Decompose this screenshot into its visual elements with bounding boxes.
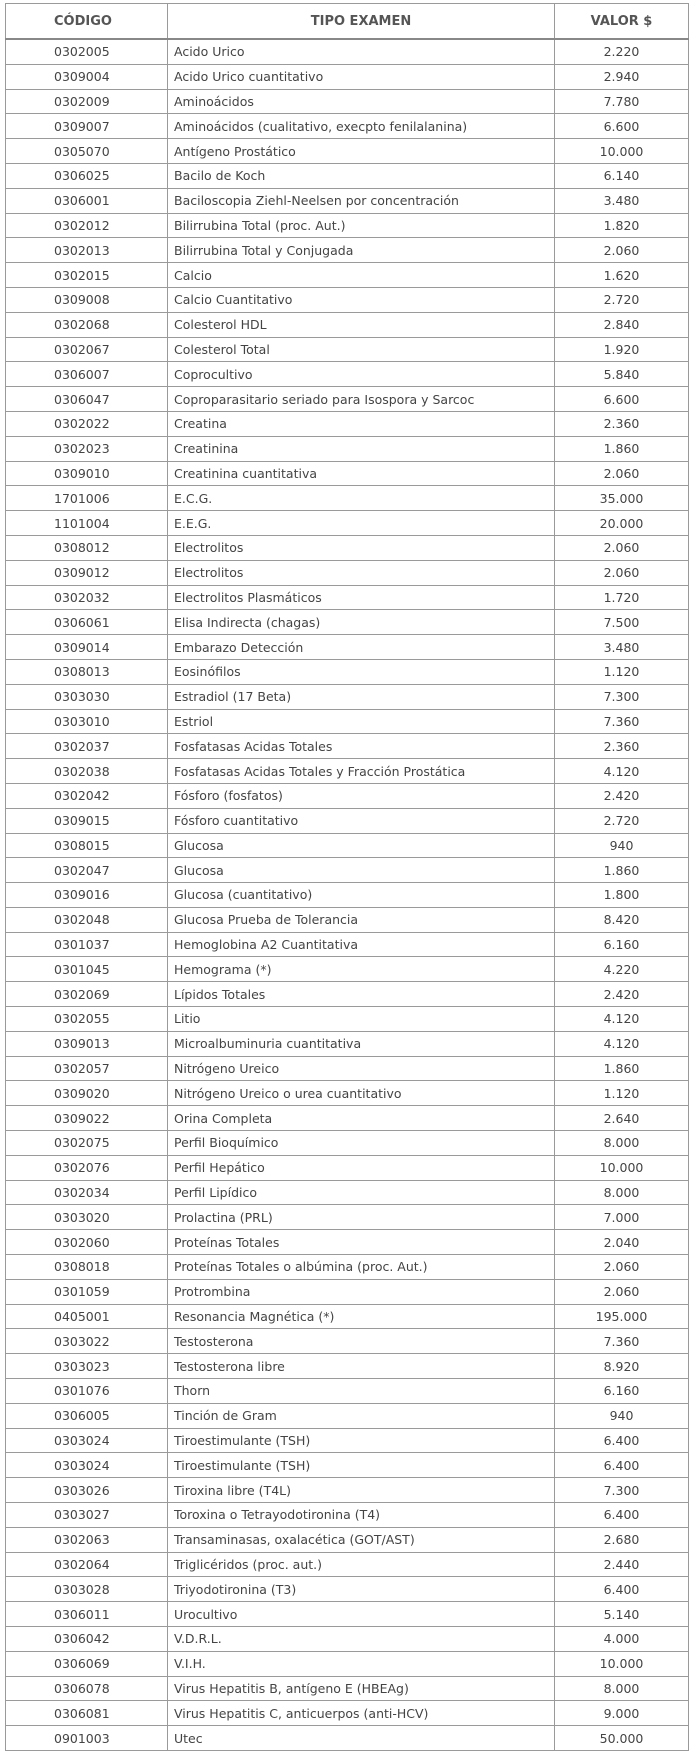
cell-exam-type: V.D.R.L. xyxy=(168,1627,555,1652)
cell-value: 195.000 xyxy=(555,1304,689,1329)
cell-code: 0309020 xyxy=(6,1081,168,1106)
table-row xyxy=(6,263,689,288)
table-body xyxy=(6,39,689,1750)
cell-exam-type: Coprocultivo xyxy=(168,362,555,387)
cell-value: 2.440 xyxy=(555,1552,689,1577)
table-row xyxy=(6,287,689,312)
cell-exam-type: Acido Urico xyxy=(168,39,555,64)
cell-value: 1.620 xyxy=(555,263,689,288)
cell-code: 0306011 xyxy=(6,1602,168,1627)
cell-exam-type: Estriol xyxy=(168,709,555,734)
cell-code: 0308018 xyxy=(6,1255,168,1280)
cell-exam-type: Estradiol (17 Beta) xyxy=(168,684,555,709)
cell-exam-type: Creatinina xyxy=(168,436,555,461)
cell-value: 2.640 xyxy=(555,1106,689,1131)
cell-code: 0901003 xyxy=(6,1726,168,1751)
cell-code: 0302076 xyxy=(6,1155,168,1180)
cell-value: 7.360 xyxy=(555,1329,689,1354)
cell-value: 2.720 xyxy=(555,808,689,833)
cell-exam-type: Proteínas Totales xyxy=(168,1230,555,1255)
table-row xyxy=(6,312,689,337)
cell-value: 1.120 xyxy=(555,659,689,684)
cell-value: 1.860 xyxy=(555,436,689,461)
cell-value: 6.400 xyxy=(555,1503,689,1528)
cell-exam-type: Bilirrubina Total y Conjugada xyxy=(168,238,555,263)
cell-code: 0303022 xyxy=(6,1329,168,1354)
cell-value: 2.040 xyxy=(555,1230,689,1255)
table-row xyxy=(6,64,689,89)
cell-exam-type: Resonancia Magnética (*) xyxy=(168,1304,555,1329)
cell-exam-type: Thorn xyxy=(168,1379,555,1404)
table-row xyxy=(6,1304,689,1329)
cell-exam-type: Tiroestimulante (TSH) xyxy=(168,1453,555,1478)
cell-code: 0301076 xyxy=(6,1379,168,1404)
cell-code: 0309007 xyxy=(6,114,168,139)
cell-value: 4.220 xyxy=(555,957,689,982)
cell-value: 6.160 xyxy=(555,1379,689,1404)
table-row xyxy=(6,907,689,932)
table-row xyxy=(6,1552,689,1577)
cell-code: 0302009 xyxy=(6,89,168,114)
table-row xyxy=(6,808,689,833)
cell-code: 0302055 xyxy=(6,1007,168,1032)
cell-exam-type: Triglicéridos (proc. aut.) xyxy=(168,1552,555,1577)
cell-code: 1101004 xyxy=(6,511,168,536)
cell-code: 0302064 xyxy=(6,1552,168,1577)
table-row xyxy=(6,1007,689,1032)
table-row xyxy=(6,139,689,164)
cell-value: 2.720 xyxy=(555,287,689,312)
cell-exam-type: Glucosa (cuantitativo) xyxy=(168,883,555,908)
cell-exam-type: Bilirrubina Total (proc. Aut.) xyxy=(168,213,555,238)
cell-value: 8.000 xyxy=(555,1676,689,1701)
exam-price-table xyxy=(5,3,689,1751)
cell-exam-type: Embarazo Detección xyxy=(168,635,555,660)
cell-code: 0302015 xyxy=(6,263,168,288)
cell-exam-type: Litio xyxy=(168,1007,555,1032)
cell-exam-type: Testosterona libre xyxy=(168,1354,555,1379)
cell-value: 7.300 xyxy=(555,1478,689,1503)
cell-code: 0306025 xyxy=(6,163,168,188)
cell-exam-type: Orina Completa xyxy=(168,1106,555,1131)
cell-exam-type: Baciloscopia Ziehl-Neelsen por concentración xyxy=(168,188,555,213)
cell-code: 0308013 xyxy=(6,659,168,684)
cell-code: 0309008 xyxy=(6,287,168,312)
cell-value: 6.600 xyxy=(555,114,689,139)
cell-exam-type: Acido Urico cuantitativo xyxy=(168,64,555,89)
table-row xyxy=(6,1453,689,1478)
table-row xyxy=(6,1081,689,1106)
cell-exam-type: Triyodotironina (T3) xyxy=(168,1577,555,1602)
cell-code: 0309015 xyxy=(6,808,168,833)
cell-code: 0303030 xyxy=(6,684,168,709)
table-row xyxy=(6,486,689,511)
cell-exam-type: Perfil Lipídico xyxy=(168,1180,555,1205)
cell-exam-type: Hemoglobina A2 Cuantitativa xyxy=(168,932,555,957)
cell-code: 0306069 xyxy=(6,1651,168,1676)
table-row xyxy=(6,436,689,461)
table-row xyxy=(6,1651,689,1676)
cell-value: 8.920 xyxy=(555,1354,689,1379)
cell-exam-type: Creatina xyxy=(168,411,555,436)
cell-code: 0303027 xyxy=(6,1503,168,1528)
cell-exam-type: E.E.G. xyxy=(168,511,555,536)
cell-exam-type: Fósforo cuantitativo xyxy=(168,808,555,833)
table-row xyxy=(6,1031,689,1056)
cell-value: 2.060 xyxy=(555,238,689,263)
cell-code: 1701006 xyxy=(6,486,168,511)
table-row xyxy=(6,883,689,908)
table-row xyxy=(6,684,689,709)
cell-value: 7.300 xyxy=(555,684,689,709)
cell-code: 0302075 xyxy=(6,1131,168,1156)
cell-exam-type: Glucosa Prueba de Tolerancia xyxy=(168,907,555,932)
cell-code: 0309022 xyxy=(6,1106,168,1131)
cell-value: 1.800 xyxy=(555,883,689,908)
cell-value: 7.500 xyxy=(555,610,689,635)
cell-exam-type: Transaminasas, oxalacética (GOT/AST) xyxy=(168,1527,555,1552)
cell-exam-type: Perfil Hepático xyxy=(168,1155,555,1180)
cell-code: 0309014 xyxy=(6,635,168,660)
table-row xyxy=(6,511,689,536)
cell-code: 0306081 xyxy=(6,1701,168,1726)
cell-exam-type: Colesterol HDL xyxy=(168,312,555,337)
cell-exam-type: Electrolitos Plasmáticos xyxy=(168,585,555,610)
table-row xyxy=(6,709,689,734)
table-row xyxy=(6,1527,689,1552)
cell-exam-type: Perfil Bioquímico xyxy=(168,1131,555,1156)
table-row xyxy=(6,734,689,759)
cell-value: 9.000 xyxy=(555,1701,689,1726)
cell-exam-type: Elisa Indirecta (chagas) xyxy=(168,610,555,635)
cell-value: 1.820 xyxy=(555,213,689,238)
table-row xyxy=(6,1180,689,1205)
cell-exam-type: Aminoácidos xyxy=(168,89,555,114)
table-row xyxy=(6,1230,689,1255)
cell-exam-type: Fosfatasas Acidas Totales y Fracción Prostática xyxy=(168,759,555,784)
table-row xyxy=(6,1205,689,1230)
cell-exam-type: Creatinina cuantitativa xyxy=(168,461,555,486)
cell-value: 2.360 xyxy=(555,734,689,759)
cell-exam-type: Hemograma (*) xyxy=(168,957,555,982)
cell-exam-type: Tiroestimulante (TSH) xyxy=(168,1428,555,1453)
cell-exam-type: Protrombina xyxy=(168,1279,555,1304)
table-row xyxy=(6,461,689,486)
cell-value: 2.840 xyxy=(555,312,689,337)
cell-value: 8.000 xyxy=(555,1131,689,1156)
cell-code: 0302013 xyxy=(6,238,168,263)
table-row xyxy=(6,188,689,213)
cell-exam-type: Glucosa xyxy=(168,833,555,858)
cell-code: 0302048 xyxy=(6,907,168,932)
cell-value: 10.000 xyxy=(555,139,689,164)
cell-exam-type: Tinción de Gram xyxy=(168,1403,555,1428)
table-row xyxy=(6,659,689,684)
cell-code: 0303024 xyxy=(6,1453,168,1478)
cell-code: 0302042 xyxy=(6,783,168,808)
cell-value: 7.000 xyxy=(555,1205,689,1230)
table-row xyxy=(6,1379,689,1404)
cell-value: 3.480 xyxy=(555,188,689,213)
cell-value: 4.120 xyxy=(555,1031,689,1056)
cell-exam-type: Electrolitos xyxy=(168,560,555,585)
table-row xyxy=(6,411,689,436)
cell-code: 0302057 xyxy=(6,1056,168,1081)
cell-value: 2.940 xyxy=(555,64,689,89)
cell-value: 940 xyxy=(555,1403,689,1428)
cell-code: 0303024 xyxy=(6,1428,168,1453)
cell-value: 2.220 xyxy=(555,39,689,64)
cell-value: 2.060 xyxy=(555,1279,689,1304)
cell-value: 2.360 xyxy=(555,411,689,436)
cell-value: 7.360 xyxy=(555,709,689,734)
cell-code: 0302060 xyxy=(6,1230,168,1255)
table-row xyxy=(6,833,689,858)
cell-exam-type: Coproparasitario seriado para Isospora y Sarcoc xyxy=(168,387,555,412)
cell-code: 0302067 xyxy=(6,337,168,362)
cell-exam-type: Urocultivo xyxy=(168,1602,555,1627)
header-value: VALOR $ xyxy=(555,4,689,40)
cell-value: 50.000 xyxy=(555,1726,689,1751)
cell-value: 10.000 xyxy=(555,1651,689,1676)
cell-code: 0301045 xyxy=(6,957,168,982)
cell-value: 10.000 xyxy=(555,1155,689,1180)
cell-exam-type: Proteínas Totales o albúmina (proc. Aut.) xyxy=(168,1255,555,1280)
cell-exam-type: Testosterona xyxy=(168,1329,555,1354)
header-code: CÓDIGO xyxy=(6,4,168,40)
cell-exam-type: Virus Hepatitis B, antígeno E (HBEAg) xyxy=(168,1676,555,1701)
table-row xyxy=(6,1255,689,1280)
cell-value: 20.000 xyxy=(555,511,689,536)
cell-value: 1.860 xyxy=(555,1056,689,1081)
cell-exam-type: Fósforo (fosfatos) xyxy=(168,783,555,808)
cell-exam-type: Colesterol Total xyxy=(168,337,555,362)
cell-exam-type: Microalbuminuria cuantitativa xyxy=(168,1031,555,1056)
cell-code: 0301059 xyxy=(6,1279,168,1304)
table-row xyxy=(6,1627,689,1652)
cell-value: 5.840 xyxy=(555,362,689,387)
cell-exam-type: Tiroxina libre (T4L) xyxy=(168,1478,555,1503)
cell-value: 4.000 xyxy=(555,1627,689,1652)
cell-value: 4.120 xyxy=(555,759,689,784)
table-row xyxy=(6,1726,689,1751)
cell-code: 0309013 xyxy=(6,1031,168,1056)
table-row xyxy=(6,362,689,387)
cell-value: 1.120 xyxy=(555,1081,689,1106)
cell-code: 0302068 xyxy=(6,312,168,337)
cell-value: 6.400 xyxy=(555,1453,689,1478)
cell-exam-type: Antígeno Prostático xyxy=(168,139,555,164)
table-row xyxy=(6,1602,689,1627)
table-row xyxy=(6,114,689,139)
table-row xyxy=(6,387,689,412)
table-row xyxy=(6,1056,689,1081)
table-row xyxy=(6,163,689,188)
table-row xyxy=(6,1478,689,1503)
table-row xyxy=(6,1403,689,1428)
table-row xyxy=(6,1676,689,1701)
table-row xyxy=(6,585,689,610)
cell-value: 2.420 xyxy=(555,982,689,1007)
cell-code: 0303010 xyxy=(6,709,168,734)
cell-exam-type: Aminoácidos (cualitativo, execpto fenilalanina) xyxy=(168,114,555,139)
cell-exam-type: Eosinófilos xyxy=(168,659,555,684)
cell-code: 0309010 xyxy=(6,461,168,486)
cell-value: 2.060 xyxy=(555,535,689,560)
cell-code: 0302023 xyxy=(6,436,168,461)
table-row xyxy=(6,535,689,560)
cell-exam-type: Bacilo de Koch xyxy=(168,163,555,188)
cell-code: 0302069 xyxy=(6,982,168,1007)
cell-value: 6.140 xyxy=(555,163,689,188)
cell-code: 0302038 xyxy=(6,759,168,784)
cell-value: 2.680 xyxy=(555,1527,689,1552)
cell-exam-type: Utec xyxy=(168,1726,555,1751)
cell-code: 0306042 xyxy=(6,1627,168,1652)
table-row xyxy=(6,610,689,635)
cell-code: 0303028 xyxy=(6,1577,168,1602)
cell-exam-type: Calcio xyxy=(168,263,555,288)
table-row xyxy=(6,858,689,883)
table-row xyxy=(6,1503,689,1528)
cell-code: 0309016 xyxy=(6,883,168,908)
cell-value: 2.060 xyxy=(555,1255,689,1280)
cell-value: 5.140 xyxy=(555,1602,689,1627)
table-row xyxy=(6,560,689,585)
cell-value: 1.920 xyxy=(555,337,689,362)
cell-code: 0302022 xyxy=(6,411,168,436)
cell-value: 2.420 xyxy=(555,783,689,808)
table-row xyxy=(6,635,689,660)
cell-exam-type: Nitrógeno Ureico o urea cuantitativo xyxy=(168,1081,555,1106)
table-row xyxy=(6,1279,689,1304)
cell-code: 0306007 xyxy=(6,362,168,387)
cell-exam-type: Toroxina o Tetrayodotironina (T4) xyxy=(168,1503,555,1528)
cell-exam-type: Electrolitos xyxy=(168,535,555,560)
cell-code: 0301037 xyxy=(6,932,168,957)
cell-value: 1.720 xyxy=(555,585,689,610)
table-row xyxy=(6,89,689,114)
cell-code: 0305070 xyxy=(6,139,168,164)
cell-exam-type: Calcio Cuantitativo xyxy=(168,287,555,312)
cell-value: 940 xyxy=(555,833,689,858)
header-row xyxy=(6,4,689,40)
cell-code: 0302047 xyxy=(6,858,168,883)
cell-value: 2.060 xyxy=(555,560,689,585)
cell-value: 8.000 xyxy=(555,1180,689,1205)
table-row xyxy=(6,1106,689,1131)
table-row xyxy=(6,39,689,64)
cell-exam-type: Nitrógeno Ureico xyxy=(168,1056,555,1081)
table-row xyxy=(6,1155,689,1180)
cell-code: 0306061 xyxy=(6,610,168,635)
table-row xyxy=(6,1428,689,1453)
cell-value: 6.160 xyxy=(555,932,689,957)
cell-exam-type: Virus Hepatitis C, anticuerpos (anti-HCV) xyxy=(168,1701,555,1726)
table-row xyxy=(6,957,689,982)
cell-exam-type: Glucosa xyxy=(168,858,555,883)
cell-value: 6.400 xyxy=(555,1428,689,1453)
cell-code: 0302034 xyxy=(6,1180,168,1205)
cell-code: 0308015 xyxy=(6,833,168,858)
cell-code: 0303020 xyxy=(6,1205,168,1230)
table-row xyxy=(6,982,689,1007)
cell-code: 0302012 xyxy=(6,213,168,238)
cell-code: 0302063 xyxy=(6,1527,168,1552)
cell-value: 8.420 xyxy=(555,907,689,932)
table-row xyxy=(6,1701,689,1726)
cell-exam-type: Fosfatasas Acidas Totales xyxy=(168,734,555,759)
cell-code: 0302032 xyxy=(6,585,168,610)
table-row xyxy=(6,1354,689,1379)
cell-code: 0302037 xyxy=(6,734,168,759)
header-exam-type: TIPO EXAMEN xyxy=(168,4,555,40)
cell-code: 0303023 xyxy=(6,1354,168,1379)
cell-code: 0306047 xyxy=(6,387,168,412)
cell-exam-type: E.C.G. xyxy=(168,486,555,511)
cell-value: 1.860 xyxy=(555,858,689,883)
cell-code: 0306005 xyxy=(6,1403,168,1428)
cell-value: 35.000 xyxy=(555,486,689,511)
cell-code: 0308012 xyxy=(6,535,168,560)
cell-value: 4.120 xyxy=(555,1007,689,1032)
cell-code: 0405001 xyxy=(6,1304,168,1329)
cell-value: 7.780 xyxy=(555,89,689,114)
cell-code: 0303026 xyxy=(6,1478,168,1503)
table-row xyxy=(6,1577,689,1602)
table-row xyxy=(6,1131,689,1156)
cell-code: 0306078 xyxy=(6,1676,168,1701)
cell-value: 6.600 xyxy=(555,387,689,412)
cell-code: 0306001 xyxy=(6,188,168,213)
table-row xyxy=(6,759,689,784)
cell-value: 6.400 xyxy=(555,1577,689,1602)
table-row xyxy=(6,238,689,263)
table-row xyxy=(6,1329,689,1354)
cell-value: 3.480 xyxy=(555,635,689,660)
table-row xyxy=(6,783,689,808)
table-row xyxy=(6,213,689,238)
cell-value: 2.060 xyxy=(555,461,689,486)
cell-code: 0309012 xyxy=(6,560,168,585)
table-row xyxy=(6,337,689,362)
cell-exam-type: Prolactina (PRL) xyxy=(168,1205,555,1230)
cell-code: 0309004 xyxy=(6,64,168,89)
table-row xyxy=(6,932,689,957)
cell-exam-type: V.I.H. xyxy=(168,1651,555,1676)
cell-exam-type: Lípidos Totales xyxy=(168,982,555,1007)
cell-code: 0302005 xyxy=(6,39,168,64)
